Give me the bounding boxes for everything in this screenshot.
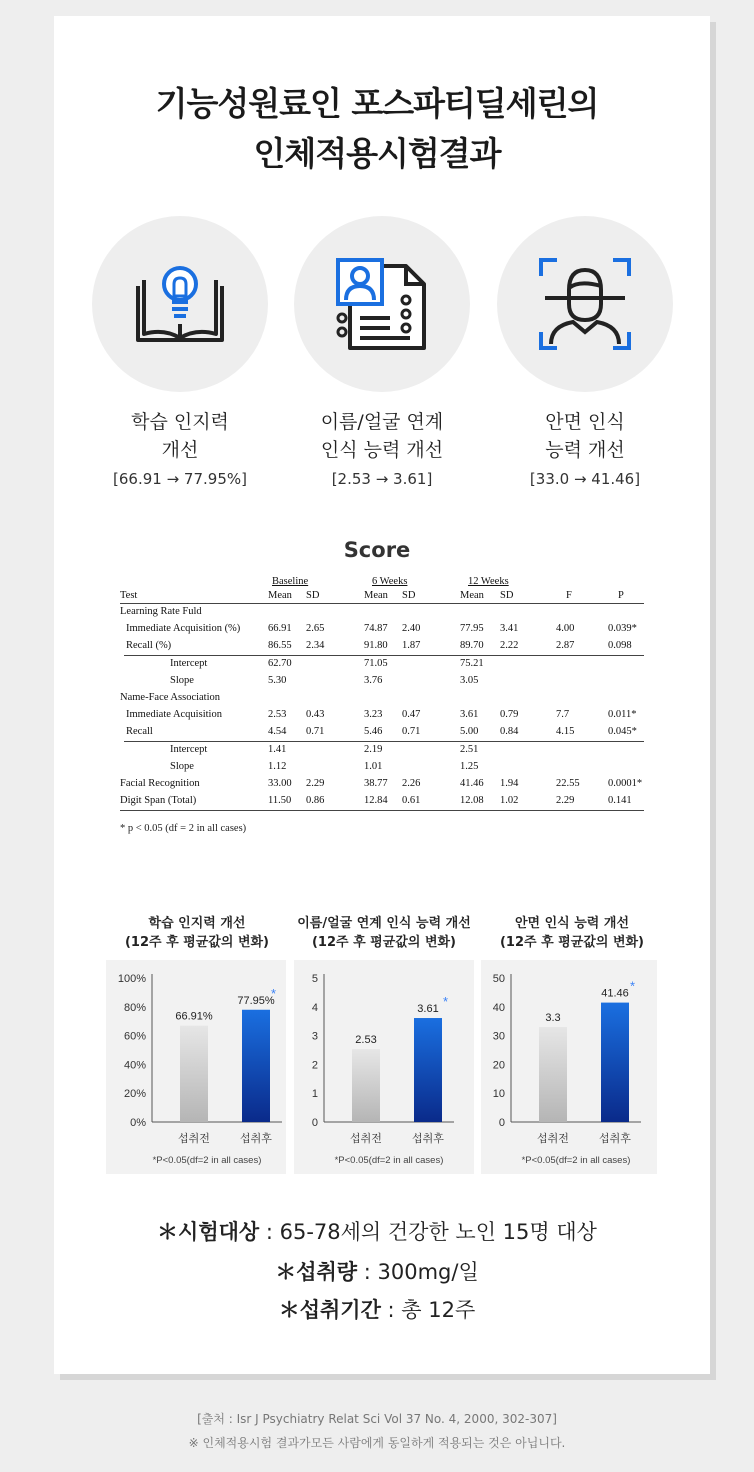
category-label: 섭취후 (599, 1132, 631, 1145)
chart1-svg (106, 960, 286, 1174)
table-cell: 1.87 (402, 640, 421, 651)
feature-nameface (272, 408, 492, 490)
score-table (120, 574, 644, 811)
table-cell: 5.30 (268, 675, 287, 686)
feature-face-label1: 안면 인식 (545, 411, 625, 433)
score-footnote: * p < 0.05 (df = 2 in all cases) (120, 823, 247, 834)
col-sd-12w: SD (500, 590, 514, 601)
bar-value-label: 3.61 (417, 1003, 439, 1016)
table-cell: 2.53 (268, 709, 287, 720)
y-tick-label: 1 (311, 1088, 318, 1101)
chart2-svg (294, 960, 474, 1174)
significance-star: * (630, 978, 636, 994)
significance-star: * (271, 985, 277, 1001)
table-cell: 0.098 (608, 640, 632, 651)
table-cell: 2.40 (402, 623, 421, 634)
table-cell: 3.61 (460, 709, 479, 720)
table-row (120, 724, 644, 741)
info-subject-value: : 65-78세의 건강한 노인 15명 대상 (259, 1220, 597, 1244)
table-cell: 2.51 (460, 744, 479, 755)
chart1-panel (106, 960, 286, 1174)
table-row (120, 707, 644, 724)
table-cell: 0.84 (500, 726, 519, 737)
feature-circle-nameface (294, 216, 470, 392)
col-mean-12w: Mean (460, 590, 484, 601)
row-label: Recall (126, 726, 153, 737)
table-cell: 1.41 (268, 744, 287, 755)
row-label: Learning Rate Fuld (120, 606, 202, 617)
col-mean-6w: Mean (364, 590, 388, 601)
table-cell: 0.039* (608, 623, 637, 634)
y-tick-label: 20% (123, 1088, 146, 1101)
col-sd-6w: SD (402, 590, 416, 601)
table-cell: 1.25 (460, 761, 479, 772)
significance-star: * (443, 994, 449, 1010)
y-tick-label: 0 (498, 1117, 505, 1129)
face-scan-icon (535, 254, 635, 354)
table-cell: 22.55 (556, 778, 580, 789)
feature-learning-value: [66.91 → 77.95%] (113, 470, 247, 488)
row-label: Digit Span (Total) (120, 795, 197, 806)
table-cell: 0.045* (608, 726, 637, 737)
table-cell: 62.70 (268, 658, 292, 669)
table-cell: 1.01 (364, 761, 383, 772)
table-cell: 4.54 (268, 726, 287, 737)
table-cell: 3.41 (500, 623, 519, 634)
table-cell: 5.00 (460, 726, 479, 737)
group-12weeks: 12 Weeks (468, 576, 509, 587)
table-cell: 75.21 (460, 658, 484, 669)
y-tick-label: 20 (492, 1059, 505, 1072)
row-label: Name-Face Association (120, 692, 221, 703)
feature-learning (70, 408, 290, 490)
chart3-panel (481, 960, 657, 1174)
row-label: Immediate Acquisition (%) (126, 623, 241, 634)
page-title-line2: 인체적용시험결과 (253, 134, 501, 173)
table-column-header (120, 588, 644, 603)
feature-face (475, 408, 695, 490)
bar-before (539, 1027, 567, 1122)
feature-learning-label2: 개선 (161, 439, 199, 461)
category-label: 섭취전 (178, 1132, 210, 1145)
table-cell: 0.43 (306, 709, 325, 720)
table-body (120, 604, 644, 810)
book-lightbulb-icon (130, 254, 230, 354)
table-cell: 0.0001* (608, 778, 643, 789)
score-title: Score (343, 538, 411, 562)
bar-value-label: 3.3 (545, 1011, 561, 1024)
table-cell: 0.141 (608, 795, 632, 806)
info-dose-label: ＊섭취량 (275, 1260, 358, 1284)
chart-note: *P<0.05(df=2 in all cases) (152, 1155, 262, 1166)
bar-value-label: 77.95% (237, 994, 275, 1007)
table-cell: 4.00 (556, 623, 575, 634)
info-dose (0, 1256, 754, 1286)
row-label: Immediate Acquisition (126, 709, 222, 720)
col-mean-baseline: Mean (268, 590, 292, 601)
table-cell: 2.65 (306, 623, 325, 634)
table-cell: 5.46 (364, 726, 383, 737)
table-cell: 7.7 (556, 709, 570, 720)
table-cell: 41.46 (460, 778, 484, 789)
table-row (120, 776, 644, 793)
chart-note: *P<0.05(df=2 in all cases) (521, 1155, 631, 1166)
row-label: Facial Recognition (120, 778, 200, 789)
group-baseline: Baseline (272, 576, 309, 587)
feature-nameface-value: [2.53 → 3.61] (331, 470, 433, 488)
feature-nameface-label1: 이름/얼굴 연계 (320, 411, 444, 433)
table-cell: 0.71 (306, 726, 325, 737)
table-row (120, 759, 644, 776)
y-tick-label: 5 (311, 973, 318, 985)
info-period (0, 1294, 754, 1324)
table-cell: 2.19 (364, 744, 383, 755)
y-tick-label: 60% (123, 1030, 146, 1043)
bar-before (352, 1049, 380, 1122)
table-cell: 1.94 (500, 778, 519, 789)
table-cell: 3.76 (364, 675, 383, 686)
chart3-heading (472, 914, 672, 952)
table-row (120, 638, 644, 655)
table-row (120, 656, 644, 673)
category-label: 섭취전 (350, 1132, 382, 1145)
table-cell: 1.02 (500, 795, 519, 806)
y-tick-label: 100% (117, 973, 146, 985)
feature-circle-face (497, 216, 673, 392)
table-row (120, 690, 644, 707)
y-tick-label: 0% (130, 1117, 146, 1129)
y-tick-label: 4 (311, 1001, 318, 1014)
table-cell: 74.87 (364, 623, 388, 634)
y-tick-label: 40% (123, 1059, 146, 1072)
bar-value-label: 2.53 (355, 1034, 377, 1047)
chart3-svg (481, 960, 657, 1174)
feature-learning-label1: 학습 인지력 (131, 411, 229, 433)
table-row (120, 621, 644, 638)
source-disclaimer: ※ 인체적용시험 결과가모든 사람에게 동일하게 적용되는 것은 아닙니다. (188, 1436, 566, 1450)
y-tick-label: 80% (123, 1001, 146, 1014)
chart2-panel (294, 960, 474, 1174)
table-row (120, 604, 644, 621)
chart1-heading (97, 914, 297, 952)
chart2-subtitle: (12주 후 평균값의 변화) (311, 935, 456, 950)
source-citation: [출처 : Isr J Psychiatry Relat Sci Vol 37 No. 4, 2000, 302-307] (197, 1412, 557, 1426)
table-cell: 77.95 (460, 623, 484, 634)
table-cell: 12.84 (364, 795, 388, 806)
chart3-subtitle: (12주 후 평균값의 변화) (499, 935, 644, 950)
table-cell: 4.15 (556, 726, 575, 737)
chart3-title: 안면 인식 능력 개선 (514, 916, 630, 931)
table-cell: 38.77 (364, 778, 388, 789)
row-label: Slope (170, 761, 194, 772)
table-cell: 2.22 (500, 640, 519, 651)
y-tick-label: 40 (492, 1001, 505, 1014)
table-cell: 86.55 (268, 640, 292, 651)
table-group-header (120, 574, 644, 588)
info-dose-value: : 300mg/일 (357, 1260, 479, 1284)
chart-note: *P<0.05(df=2 in all cases) (334, 1155, 444, 1166)
feature-nameface-label2: 인식 능력 개선 (320, 439, 444, 461)
feature-face-value: [33.0 → 41.46] (529, 470, 641, 488)
profile-document-icon (332, 254, 432, 354)
table-cell: 2.26 (402, 778, 421, 789)
table-cell: 2.34 (306, 640, 325, 651)
y-tick-label: 50 (492, 973, 505, 985)
info-period-label: ＊섭취기간 (278, 1298, 381, 1322)
table-cell: 2.29 (306, 778, 325, 789)
table-cell: 2.29 (556, 795, 575, 806)
y-tick-label: 30 (492, 1030, 505, 1043)
bar-after (414, 1018, 442, 1122)
row-label: Intercept (170, 658, 208, 669)
category-label: 섭취전 (537, 1132, 569, 1145)
col-sd-baseline: SD (306, 590, 320, 601)
table-cell: 11.50 (268, 795, 292, 806)
table-cell: 0.86 (306, 795, 325, 806)
bar-after (242, 1010, 270, 1122)
feature-face-label2: 능력 개선 (545, 439, 625, 461)
table-cell: 0.71 (402, 726, 421, 737)
table-rule-bottom (120, 810, 644, 811)
chart2-title: 이름/얼굴 연계 인식 능력 개선 (297, 916, 471, 931)
table-cell: 33.00 (268, 778, 292, 789)
table-cell: 0.61 (402, 795, 421, 806)
category-label: 섭취후 (412, 1132, 444, 1145)
col-p: P (618, 590, 624, 601)
y-tick-label: 2 (311, 1059, 318, 1072)
col-f: F (566, 590, 572, 601)
table-cell: 89.70 (460, 640, 484, 651)
col-test: Test (120, 590, 138, 601)
row-label: Recall (%) (126, 640, 172, 651)
table-row (120, 673, 644, 690)
table-cell: 3.23 (364, 709, 383, 720)
feature-circle-learning (92, 216, 268, 392)
row-label: Intercept (170, 744, 208, 755)
bar-value-label: 41.46 (601, 987, 629, 1000)
table-cell: 91.80 (364, 640, 388, 651)
table-cell: 71.05 (364, 658, 388, 669)
table-cell: 0.011* (608, 709, 637, 720)
table-row (120, 793, 644, 810)
info-period-value: : 총 12주 (380, 1298, 476, 1322)
y-tick-label: 0 (311, 1117, 318, 1129)
page-title-line1: 기능성원료인 포스파티딜세린의 (155, 84, 599, 123)
table-cell: 3.05 (460, 675, 479, 686)
group-6weeks: 6 Weeks (372, 576, 408, 587)
bar-before (180, 1026, 208, 1122)
bar-after (601, 1003, 629, 1122)
y-tick-label: 10 (492, 1088, 505, 1101)
table-cell: 12.08 (460, 795, 484, 806)
info-subject-label: ＊시험대상 (157, 1220, 260, 1244)
table-row (120, 742, 644, 759)
chart1-title: 학습 인지력 개선 (148, 916, 246, 931)
chart2-heading (284, 914, 484, 952)
table-cell: 0.79 (500, 709, 519, 720)
table-cell: 1.12 (268, 761, 287, 772)
bar-value-label: 66.91% (175, 1010, 213, 1023)
row-label: Slope (170, 675, 194, 686)
info-subject (0, 1216, 754, 1246)
table-cell: 66.91 (268, 623, 292, 634)
table-cell: 0.47 (402, 709, 421, 720)
table-cell: 2.87 (556, 640, 575, 651)
y-tick-label: 3 (311, 1030, 318, 1043)
category-label: 섭취후 (240, 1132, 272, 1145)
chart1-subtitle: (12주 후 평균값의 변화) (124, 935, 269, 950)
